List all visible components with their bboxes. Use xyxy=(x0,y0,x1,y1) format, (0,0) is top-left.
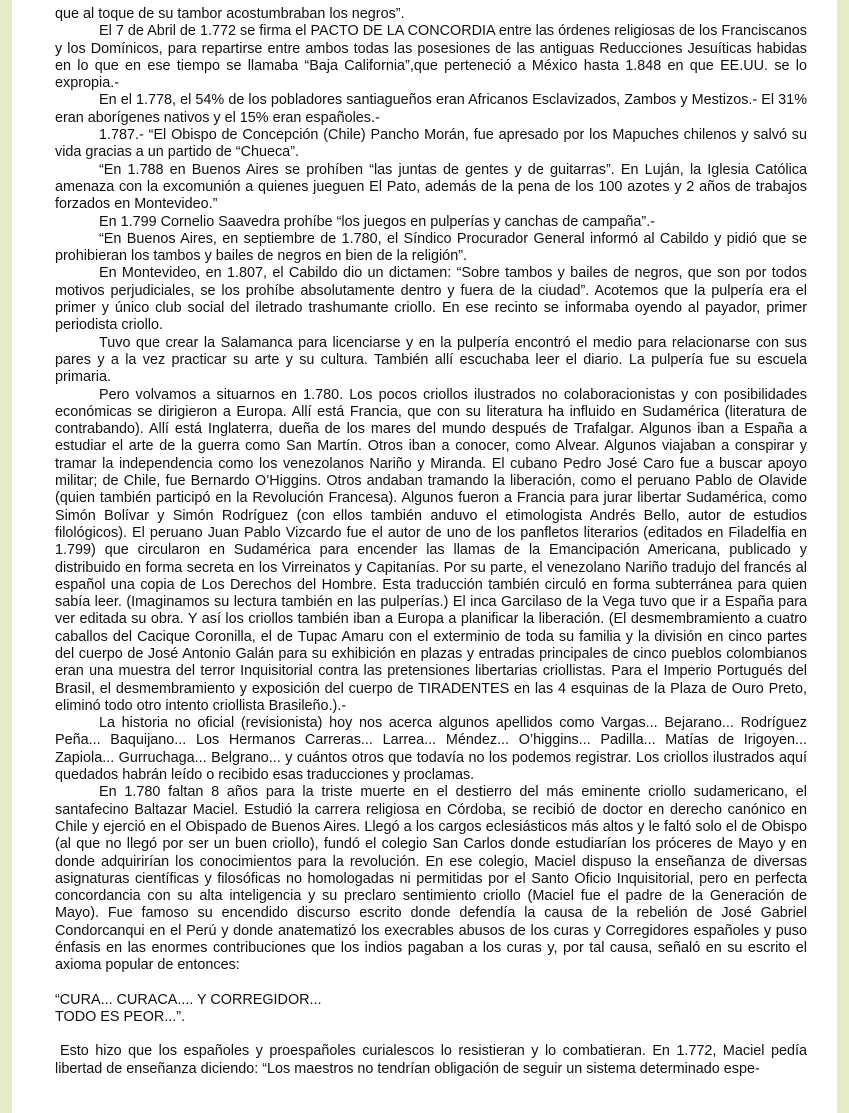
paragraph: Esto hizo que los españoles y proespañoles curialescos lo resistieran y lo combatieran. En 1.772, Maciel pedía libertad de enseñanza diciendo: “Los maestros no tendrían obligación de seguir un sistema determinado espe- xyxy=(55,1043,807,1077)
paragraph: que al toque de su tambor acostumbraban los negros”. xyxy=(55,6,405,22)
paragraph: En el 1.778, el 54% de los pobladores santiagueños eran Africanos Esclavizados, Zambos y Mestizos.- El 31% eran aborígenes nativos y el 15% eran españoles.- xyxy=(55,92,807,126)
paragraph: En 1.799 Cornelio Saavedra prohíbe “los juegos en pulperías y canchas de campaña”.- xyxy=(99,213,655,230)
document-body xyxy=(55,6,807,1078)
paragraph: “En 1.788 en Buenos Aires se prohíben “las juntas de gentes y de guitarras”. En Luján, la Iglesia Católica amenaza con la excomunión a quienes jueguen El Pato, además de la pena de los 100 azotes y 2 años de trabajos forzados en Montevideo.” xyxy=(55,161,807,213)
paragraph: 1.787.- “El Obispo de Concepción (Chile) Pancho Morán, fue apresado por los Mapuches chilenos y salvó su vida gracias a un partido de “Chueca”. xyxy=(55,127,807,161)
document-page xyxy=(12,0,837,1113)
paragraph: Pero volvamos a situarnos en 1.780. Los pocos criollos ilustrados no colaboracionistas y con posibilidades económicas se dirigieron a Europa. Allí está Francia, que con su literatura ha influido en Sudamérica (literatura de contrabando). Allí está Inglaterra, dueña de los mares del mundo después de Trafalgar. Algunos iban a España a estudiar el arte de la guerra como San Martín. Otros iban a conocer, como Alvear. Algunos viajaban a conspirar y tramar la independencia como los venezolanos Nariño y Miranda. El cubano Pedro José Caro fue a buscar apoyo militar; de Chile, fue Bernardo O’Higgins. Otros andaban tramando la liberación, como el peruano Pablo de Olavide (quien también participó en la Revolución Francesa). Algunos fueron a Francia para jurar libertar Sudamérica, como Simón Bolívar y Simón Rodríguez (con ellos también anduvo el etimologista Andrés Bello, autor de estudios filológicos). El peruano Juan Pablo Vizcardo fue el autor de uno de los panfletos literarios (editados en Filadelfia en 1.799) que circularon en Sudamérica para encender las llamas de la Emancipación Americana, publicado y distribuido en forma secreta en los Virreinatos y Capitanías. Por su parte, el venezolano Nariño tradujo del francés al español una copia de Los Derechos del Hombre. Esta traducción también circuló en forma subterránea para quien sabía leer. (Imaginamos su lectura también en las pulperías.) El inca Garcilaso de la Vega tuvo que ir a España para ver editada su obra. Y así los criollos también iban a Europa a planificar la liberación. (El desmembramiento a cuatro caballos del Cacique Coronilla, el de Tupac Amaru con el exterminio de toda su familia y la división en cinco partes del cuerpo de José Antonio Galán para su exhibición en plazas y entradas principales de cinco pueblos colombianos eran una muestra del terror Inquisitorial contra las pretensiones libertarias criollistas. Para el Imperio Portugués del Brasil, el desmembramiento y exposición del cuerpo de TIRADENTES en las 4 esquinas de la Plaza de Ouro Preto, eliminó todo otro intento criollista Brasileño.).- xyxy=(55,386,807,714)
paragraph: El 7 de Abril de 1.772 se firma el PACTO DE LA CONCORDIA entre las órdenes religiosas de los Franciscanos y los Domínicos, para repartirse entre ambos todas las posesiones de las antiguas Reducciones Jesuíticas habidas en lo que en ese tiempo se llamaba “Baja California”,que perteneció a México hasta 1.848 en que EE.UU. se lo expropia.- xyxy=(55,23,807,92)
quote-line: “CURA... CURACA.... Y CORREGIDOR... xyxy=(55,991,322,1008)
paragraph: La historia no oficial (revisionista) hoy nos acerca algunos apellidos como Vargas... Bejarano... Rodríguez Peña... Baquijano... Los Hermanos Carreras... Larrea... Méndez... O’higgins... Padilla... Matías de Irigoyen... Zapiola... Gurruchaga... Belgrano... y cuántos otros que todavía no los podemos registrar. Los criollos ilustrados aquí quedados habrán leído o recibido esas traducciones y proclamas. xyxy=(55,715,807,784)
quote-line: TODO ES PEOR...”. xyxy=(55,1008,186,1025)
blank-line xyxy=(55,1026,807,1043)
paragraph: En Montevideo, en 1.807, el Cabildo dio un dictamen: “Sobre tambos y bailes de negros, que son por todos motivos perjudiciales, se los prohíbe absolutamente dentro y fuera de la ciudad”. Acotemos que la pulpería era el primer y único club social del iletrado trashumante criollo. En ese recinto se informaba oyendo al payador, primer periodista criollo. xyxy=(55,265,807,334)
paragraph: En 1.780 faltan 8 años para la triste muerte en el destierro del más eminente criollo sudamericano, el santafecino Baltazar Maciel. Estudió la carrera religiosa en Córdoba, se recibió de doctor en derecho canónico en Chile y ejerció en el Obispado de Buenos Aires. Llegó a los cargos eclesiásticos más altos y le faltó solo el de Obispo (al que no llegó por ser un buen criollo), fundó el colegio San Carlos donde estudiarían los próceres de Mayo y en donde adquirirían los conocimientos para la revolución. En ese colegio, Maciel dispuso la enseñanza de diversas asignaturas científicas y filosóficas no homologadas ni permitidas por el Santo Oficio Inquisitorial, pero en perfecta concordancia con su alta inteligencia y su preclaro sentimiento criollo (Maciel fue el padre de la Generación de Mayo). Fue famoso su encendido discurso escrito donde defendía la causa de la rebelión de José Gabriel Condorcanqui en el Perú y donde anatematizó los execrables abusos de los curas y Corregidores españoles y puso énfasis en las enormes contribuciones que los indios pagaban a los curas y, por tal causa, señaló en su escrito el axioma popular de entonces: xyxy=(55,784,807,974)
blank-line xyxy=(55,975,807,992)
paragraph: Tuvo que crear la Salamanca para licenciarse y en la pulpería encontró el medio para relacionarse con sus pares y a la vez practicar su arte y su cultura. También allí escuchaba leer el diario. La pulpería fue su escuela primaria. xyxy=(55,334,807,386)
paragraph: “En Buenos Aires, en septiembre de 1.780, el Síndico Procurador General informó al Cabildo y pidió que se prohibieran los tambos y bailes de negros en bien de la religión”. xyxy=(55,230,807,265)
